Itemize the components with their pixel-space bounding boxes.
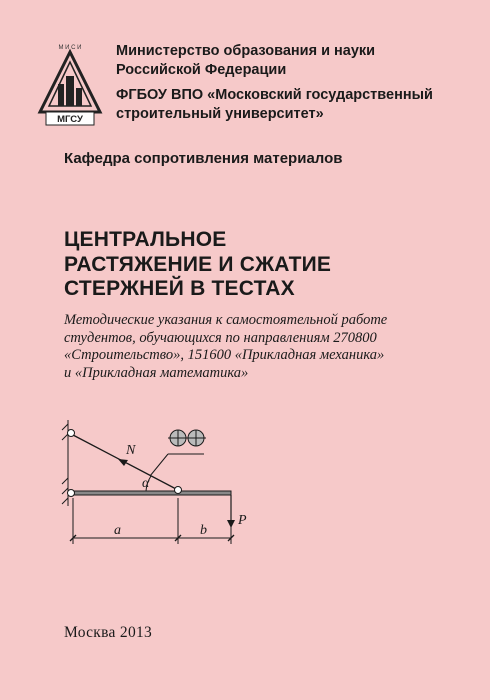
book-title [64, 228, 364, 302]
city-year: Москва 2013 [64, 624, 153, 641]
load-label: P [238, 513, 247, 528]
dim-b-label: b [200, 523, 207, 538]
force-label: N [126, 443, 136, 458]
mgsu-logo [36, 40, 104, 126]
department-name: Кафедра сопротивления материалов [64, 150, 343, 167]
title-line-1: ЦЕНТРАЛЬНОЕ [64, 228, 227, 251]
university-line-1: ФГБОУ ВПО «Московский государственный [116, 87, 433, 103]
university-line-2: строительный университет» [116, 106, 324, 122]
subtitle-line-2: студентов, обучающихся по направлениям 270800 [64, 329, 377, 346]
subtitle-line-3: «Строительство», 151600 «Прикладная механика» [64, 347, 385, 363]
subtitle-line-1: Методические указания к самостоятельной работе [64, 312, 388, 328]
dim-a-label: a [114, 523, 121, 538]
book-subtitle [64, 312, 464, 382]
ministry-line-1: Министерство образования и науки [116, 43, 376, 59]
logo-letters: М И С И [58, 45, 82, 51]
logo-caption: МГСУ [57, 114, 83, 125]
ministry-name [116, 42, 476, 80]
beam-diagram [54, 416, 264, 556]
angle-label: α [142, 476, 150, 491]
subtitle-line-4: и «Прикладная математика» [64, 364, 249, 381]
ministry-line-2: Российской Федерации [116, 62, 287, 78]
title-line-2: РАСТЯЖЕНИЕ И СЖАТИЕ [64, 252, 332, 276]
title-line-3: СТЕРЖНЕЙ В ТЕСТАХ [64, 277, 295, 300]
university-name [116, 86, 476, 124]
